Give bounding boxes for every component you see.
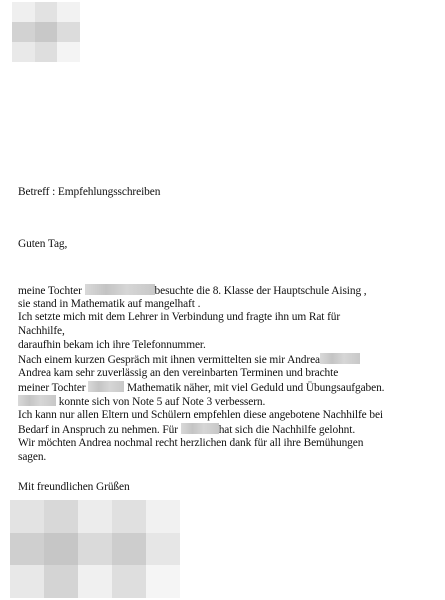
body-text: Bedarf in Anspruch zu nehmen. Für	[18, 424, 178, 436]
redacted-name	[320, 353, 360, 364]
subject-line: Betreff : Empfehlungsschreiben	[18, 186, 161, 198]
redacted-name	[85, 284, 155, 295]
body-text: meiner Tochter	[18, 382, 86, 394]
body-line-12: Wir möchten Andrea nochmal recht herzlichen dank für all ihre Bemühungen	[18, 437, 364, 449]
body-text: meine Tochter	[18, 285, 82, 297]
body-line-11	[18, 423, 355, 437]
greeting: Guten Tag,	[18, 238, 68, 250]
body-line-2: sie stand in Mathematik auf mangelhaft .	[18, 298, 201, 310]
body-text: Mathematik näher, mit viel Geduld und Übungsaufgaben.	[127, 382, 385, 394]
body-line-9	[18, 395, 265, 409]
body-line-3: Ich setzte mich mit dem Lehrer in Verbindung und fragte ihn um Rat für	[18, 311, 341, 323]
body-line-4: Nachhilfe,	[18, 325, 65, 337]
closing: Mit freundlichen Grüßen	[18, 481, 130, 493]
body-text: hat sich die Nachhilfe gelohnt.	[218, 424, 356, 436]
redacted-sender-block	[12, 2, 80, 62]
body-line-7: Andrea kam sehr zuverlässig an den vereinbarten Terminen und brachte	[18, 367, 339, 379]
body-line-8	[18, 381, 384, 395]
redacted-signature-block	[10, 500, 180, 598]
body-line-13: sagen.	[18, 451, 47, 463]
body-line-6	[18, 353, 360, 367]
body-text: konnte sich von Note 5 auf Note 3 verbessern.	[58, 396, 266, 408]
body-line-1	[18, 284, 367, 298]
body-line-5: daraufhin bekam ich ihre Telefonnummer.	[18, 339, 206, 351]
redacted-name	[181, 423, 219, 434]
redacted-name	[88, 381, 124, 392]
body-line-10: Ich kann nur allen Eltern und Schülern empfehlen diese angebotene Nachhilfe bei	[18, 409, 383, 421]
body-text: Nach einem kurzen Gespräch mit ihnen vermittelten sie mir Andrea	[18, 354, 320, 366]
redacted-name	[18, 395, 56, 406]
body-text: besuchte die 8. Klasse der Hauptschule Aising ,	[154, 285, 367, 297]
